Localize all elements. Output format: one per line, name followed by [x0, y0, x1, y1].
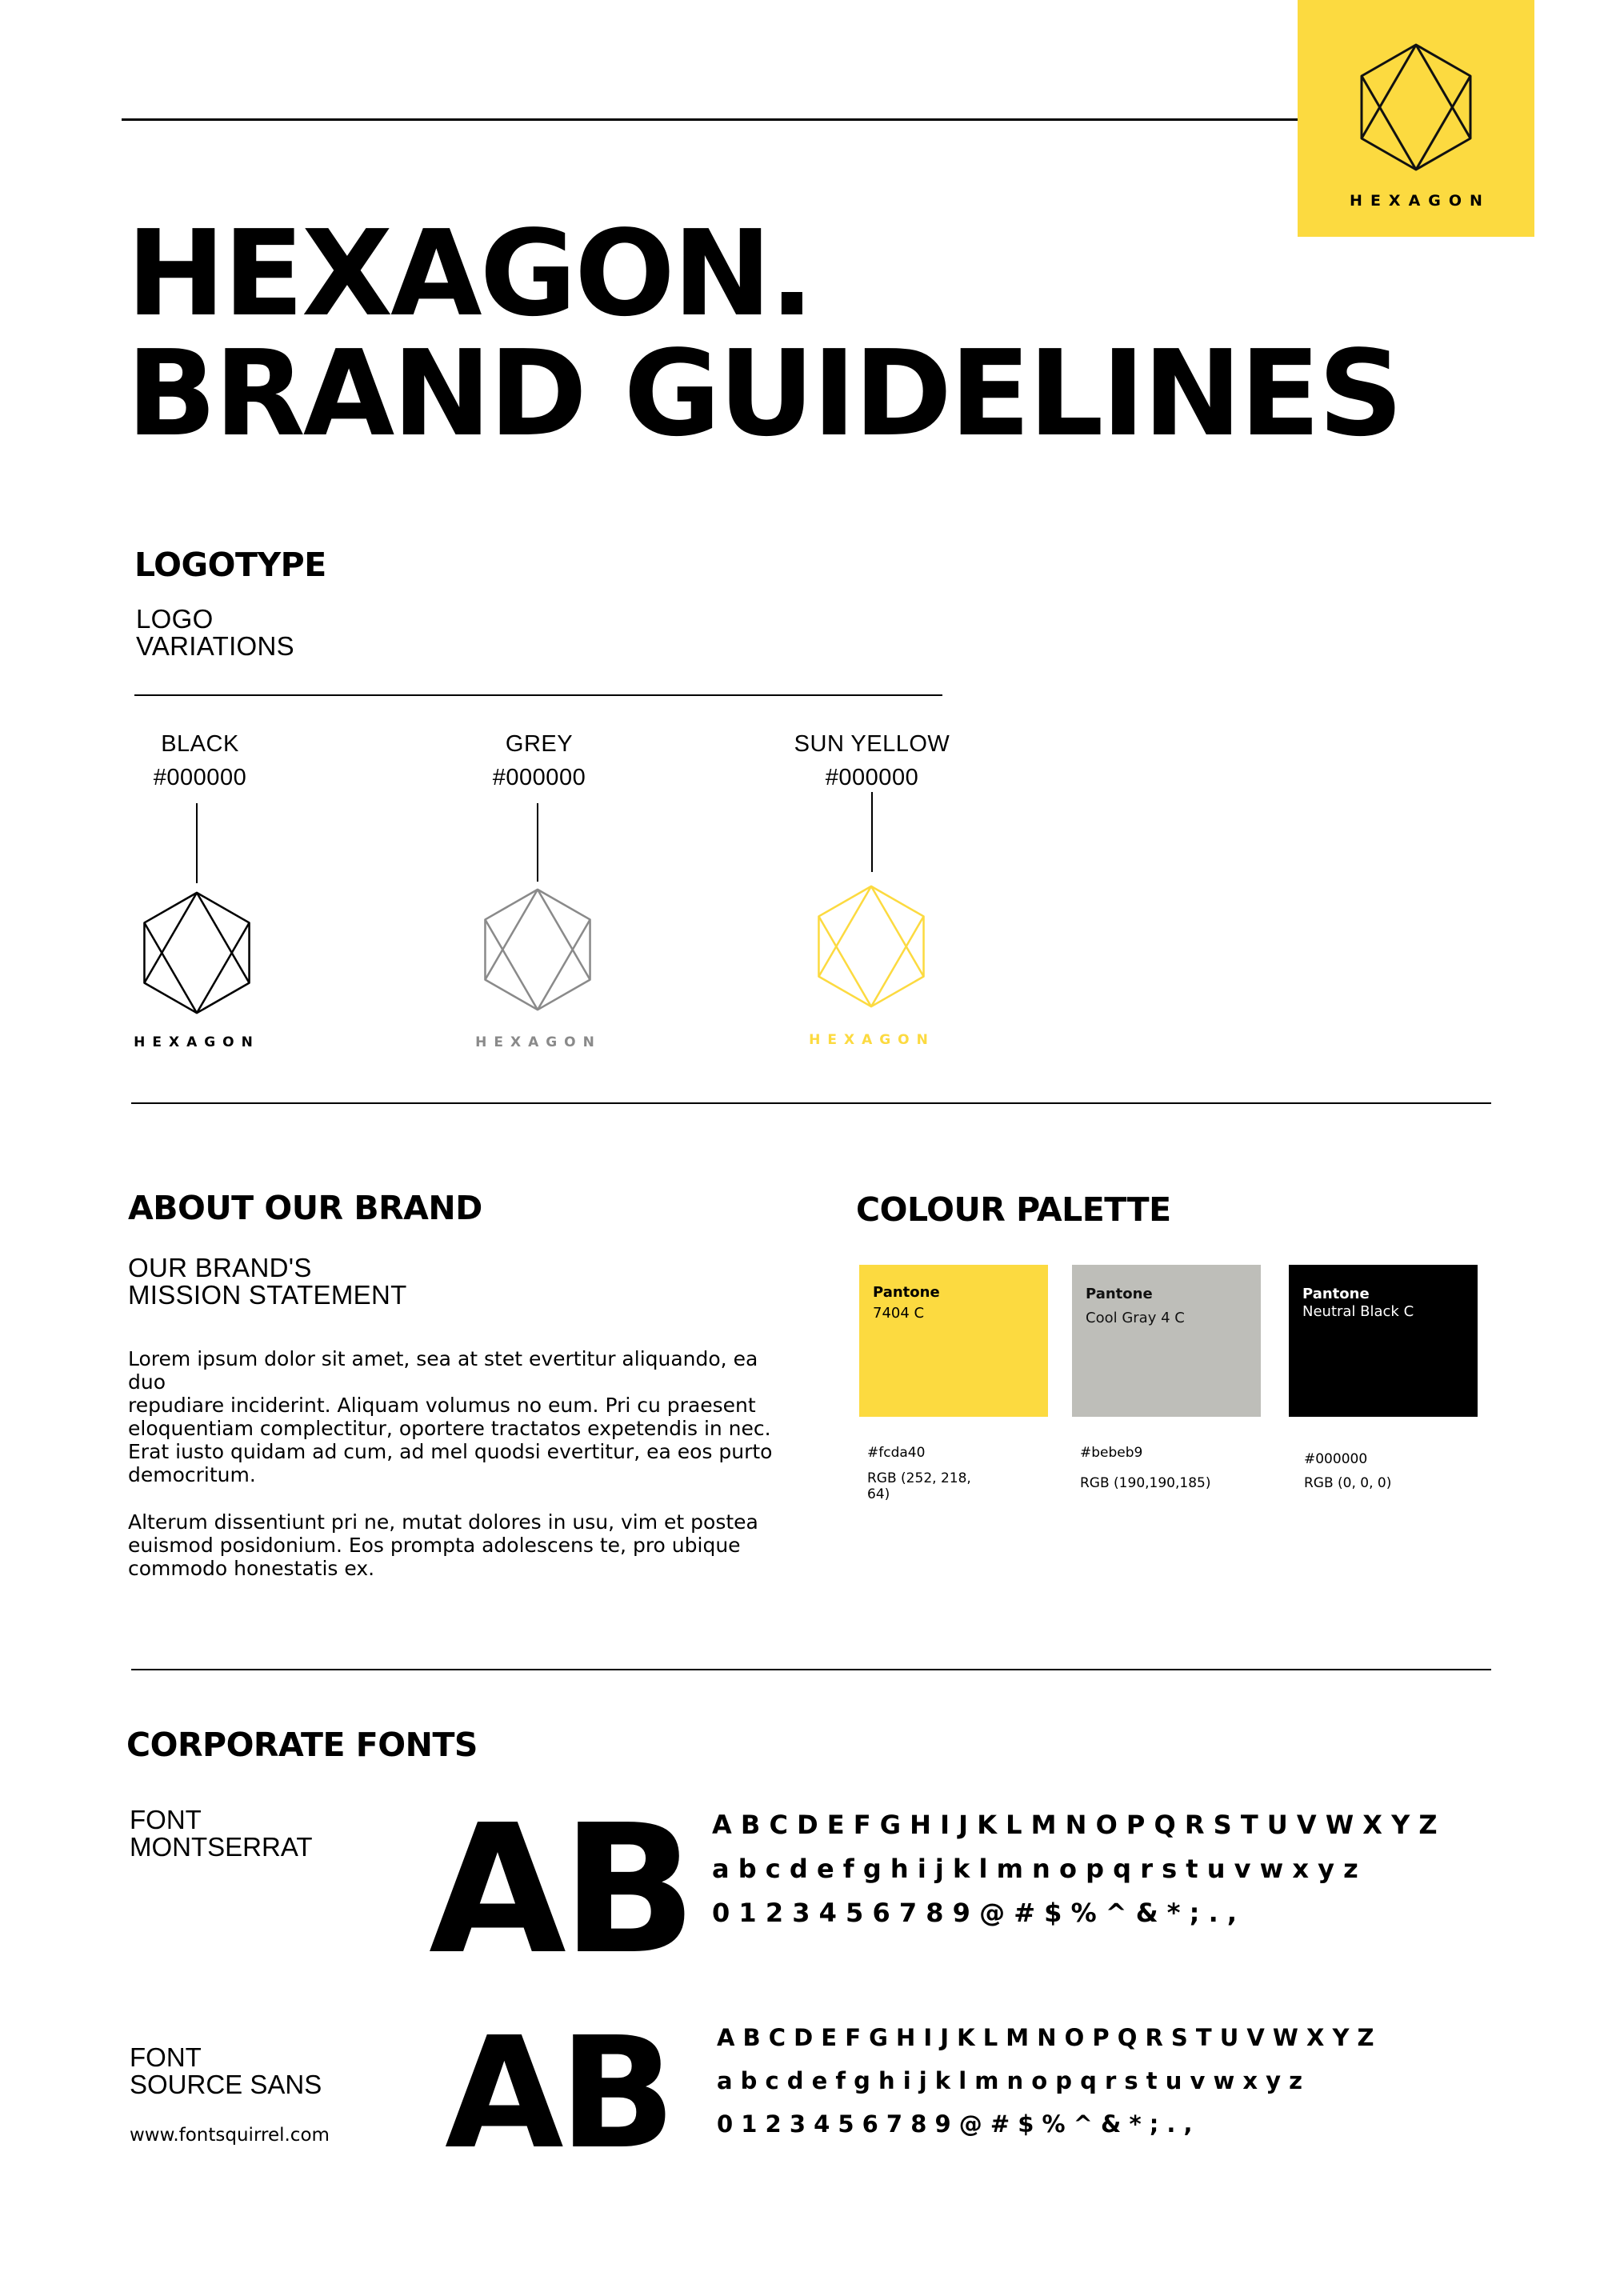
font2-sample: AB	[445, 2005, 671, 2183]
variation-grey-name: GREY	[505, 731, 574, 757]
variation-black-name: BLACK	[161, 731, 239, 757]
swatch-black-name: Neutral Black C	[1302, 1303, 1414, 1320]
about-subheading-line2: MISSION STATEMENT	[128, 1280, 407, 1310]
swatch-grey-label: Pantone	[1086, 1286, 1153, 1302]
brand-badge	[1298, 0, 1534, 237]
section-rule-1	[131, 1102, 1491, 1104]
font1-uppercase: A B C D E F G H I J K L M N O P Q R S T U V W X Y Z	[712, 1810, 1438, 1840]
header-rule	[122, 118, 1299, 121]
page-title-line2: BRAND GUIDELINES	[126, 325, 1402, 462]
logotype-subheading-line2: VARIATIONS	[136, 631, 294, 661]
variation-grey-hex: #000000	[492, 765, 586, 790]
variation-yellow-name: SUN YELLOW	[794, 731, 950, 757]
variation-grey-connector	[537, 803, 538, 882]
variation-black-hex: #000000	[153, 765, 247, 790]
about-heading: ABOUT OUR BRAND	[128, 1189, 482, 1227]
font1-sample: AB	[429, 1787, 693, 1994]
variation-yellow-wordmark: HEXAGON	[809, 1032, 935, 1048]
font1-lowercase: a b c d e f g h i j k l m n o p q r s t u v w x y z	[712, 1854, 1358, 1884]
about-paragraph-1	[128, 1347, 792, 1486]
font2-label-line2: SOURCE SANS	[130, 2070, 322, 2099]
swatch-yellow-name: 7404 C	[873, 1305, 925, 1322]
variation-grey-wordmark: HEXAGON	[475, 1034, 602, 1050]
badge-wordmark: HEXAGON	[1350, 192, 1490, 210]
about-p2-line1: Alterum dissentiunt pri ne, mutat dolores in usu, vim et postea	[128, 1510, 758, 1534]
variation-yellow-hex: #000000	[825, 765, 919, 790]
font2-lowercase: a b c d e f g h i j k l m n o p q r s t u v w x y z	[717, 2067, 1303, 2094]
font2-uppercase: A B C D E F G H I J K L M N O P Q R S T U V W X Y Z	[717, 2024, 1374, 2051]
fonts-heading: CORPORATE FONTS	[126, 1726, 478, 1764]
swatch-yellow-rgb	[867, 1470, 1003, 1502]
font-source-link[interactable]: www.fontsquirrel.com	[130, 2125, 330, 2146]
about-p2-line2: euismod posidonium. Eos prompta adolescens te, pro ubique	[128, 1534, 741, 1557]
variation-yellow-connector	[871, 792, 873, 872]
swatch-grey-hex: #bebeb9	[1080, 1445, 1143, 1461]
font2-label-line1: FONT	[130, 2042, 202, 2072]
swatch-yellow-hex: #fcda40	[867, 1445, 926, 1461]
swatch-yellow-rgb-line2: 64)	[867, 1486, 890, 1502]
logotype-rule	[134, 694, 942, 696]
about-body	[128, 1347, 792, 1580]
page-title-line1: HEXAGON.	[126, 205, 812, 342]
font2-symbols: 0 1 2 3 4 5 6 7 8 9 @ # $ % ^ & * ; . ,	[717, 2110, 1193, 2138]
about-p1-line4: Erat iusto quidam ad cum, ad mel quodsi evertitur, ea eos purto	[128, 1440, 773, 1463]
swatch-yellow-label: Pantone	[873, 1284, 940, 1301]
about-p1-line5: democritum.	[128, 1463, 256, 1486]
logotype-subheading-line1: LOGO	[136, 604, 214, 634]
logotype-heading: LOGOTYPE	[134, 546, 326, 584]
font1-symbols: 0 1 2 3 4 5 6 7 8 9 @ # $ % ^ & * ; . ,	[712, 1898, 1238, 1928]
hexagon-grey-icon	[474, 886, 602, 1014]
swatch-grey	[1072, 1265, 1261, 1417]
hexagon-black-icon	[133, 890, 261, 1018]
hexagon-logo-icon	[1350, 42, 1482, 174]
variation-black-wordmark: HEXAGON	[134, 1034, 260, 1050]
font1-label-line2: MONTSERRAT	[130, 1832, 313, 1862]
variation-black-connector	[196, 803, 198, 883]
swatch-black-hex: #000000	[1304, 1451, 1368, 1467]
font1-label-line1: FONT	[130, 1805, 202, 1834]
palette-heading: COLOUR PALETTE	[856, 1190, 1171, 1229]
swatch-black	[1289, 1265, 1478, 1417]
swatch-grey-rgb: RGB (190,190,185)	[1080, 1475, 1211, 1491]
swatch-grey-name: Cool Gray 4 C	[1086, 1310, 1185, 1326]
swatch-yellow-rgb-line1: RGB (252, 218,	[867, 1470, 971, 1486]
about-subheading-line1: OUR BRAND'S	[128, 1253, 312, 1282]
section-rule-2	[131, 1669, 1491, 1670]
about-paragraph-2	[128, 1510, 792, 1580]
about-p1-line3: eloquentiam complectitur, oportere tractatos expetendis in nec.	[128, 1417, 771, 1440]
hexagon-yellow-icon	[807, 883, 935, 1011]
swatch-yellow	[859, 1265, 1048, 1417]
about-p1-line1: Lorem ipsum dolor sit amet, sea at stet evertitur aliquando, ea duo	[128, 1347, 758, 1394]
swatch-black-label: Pantone	[1302, 1286, 1370, 1302]
swatch-black-rgb: RGB (0, 0, 0)	[1304, 1475, 1392, 1491]
about-p2-line3: commodo honestatis ex.	[128, 1557, 375, 1580]
about-p1-line2: repudiare inciderint. Aliquam volumus no eum. Pri cu praesent	[128, 1394, 756, 1417]
